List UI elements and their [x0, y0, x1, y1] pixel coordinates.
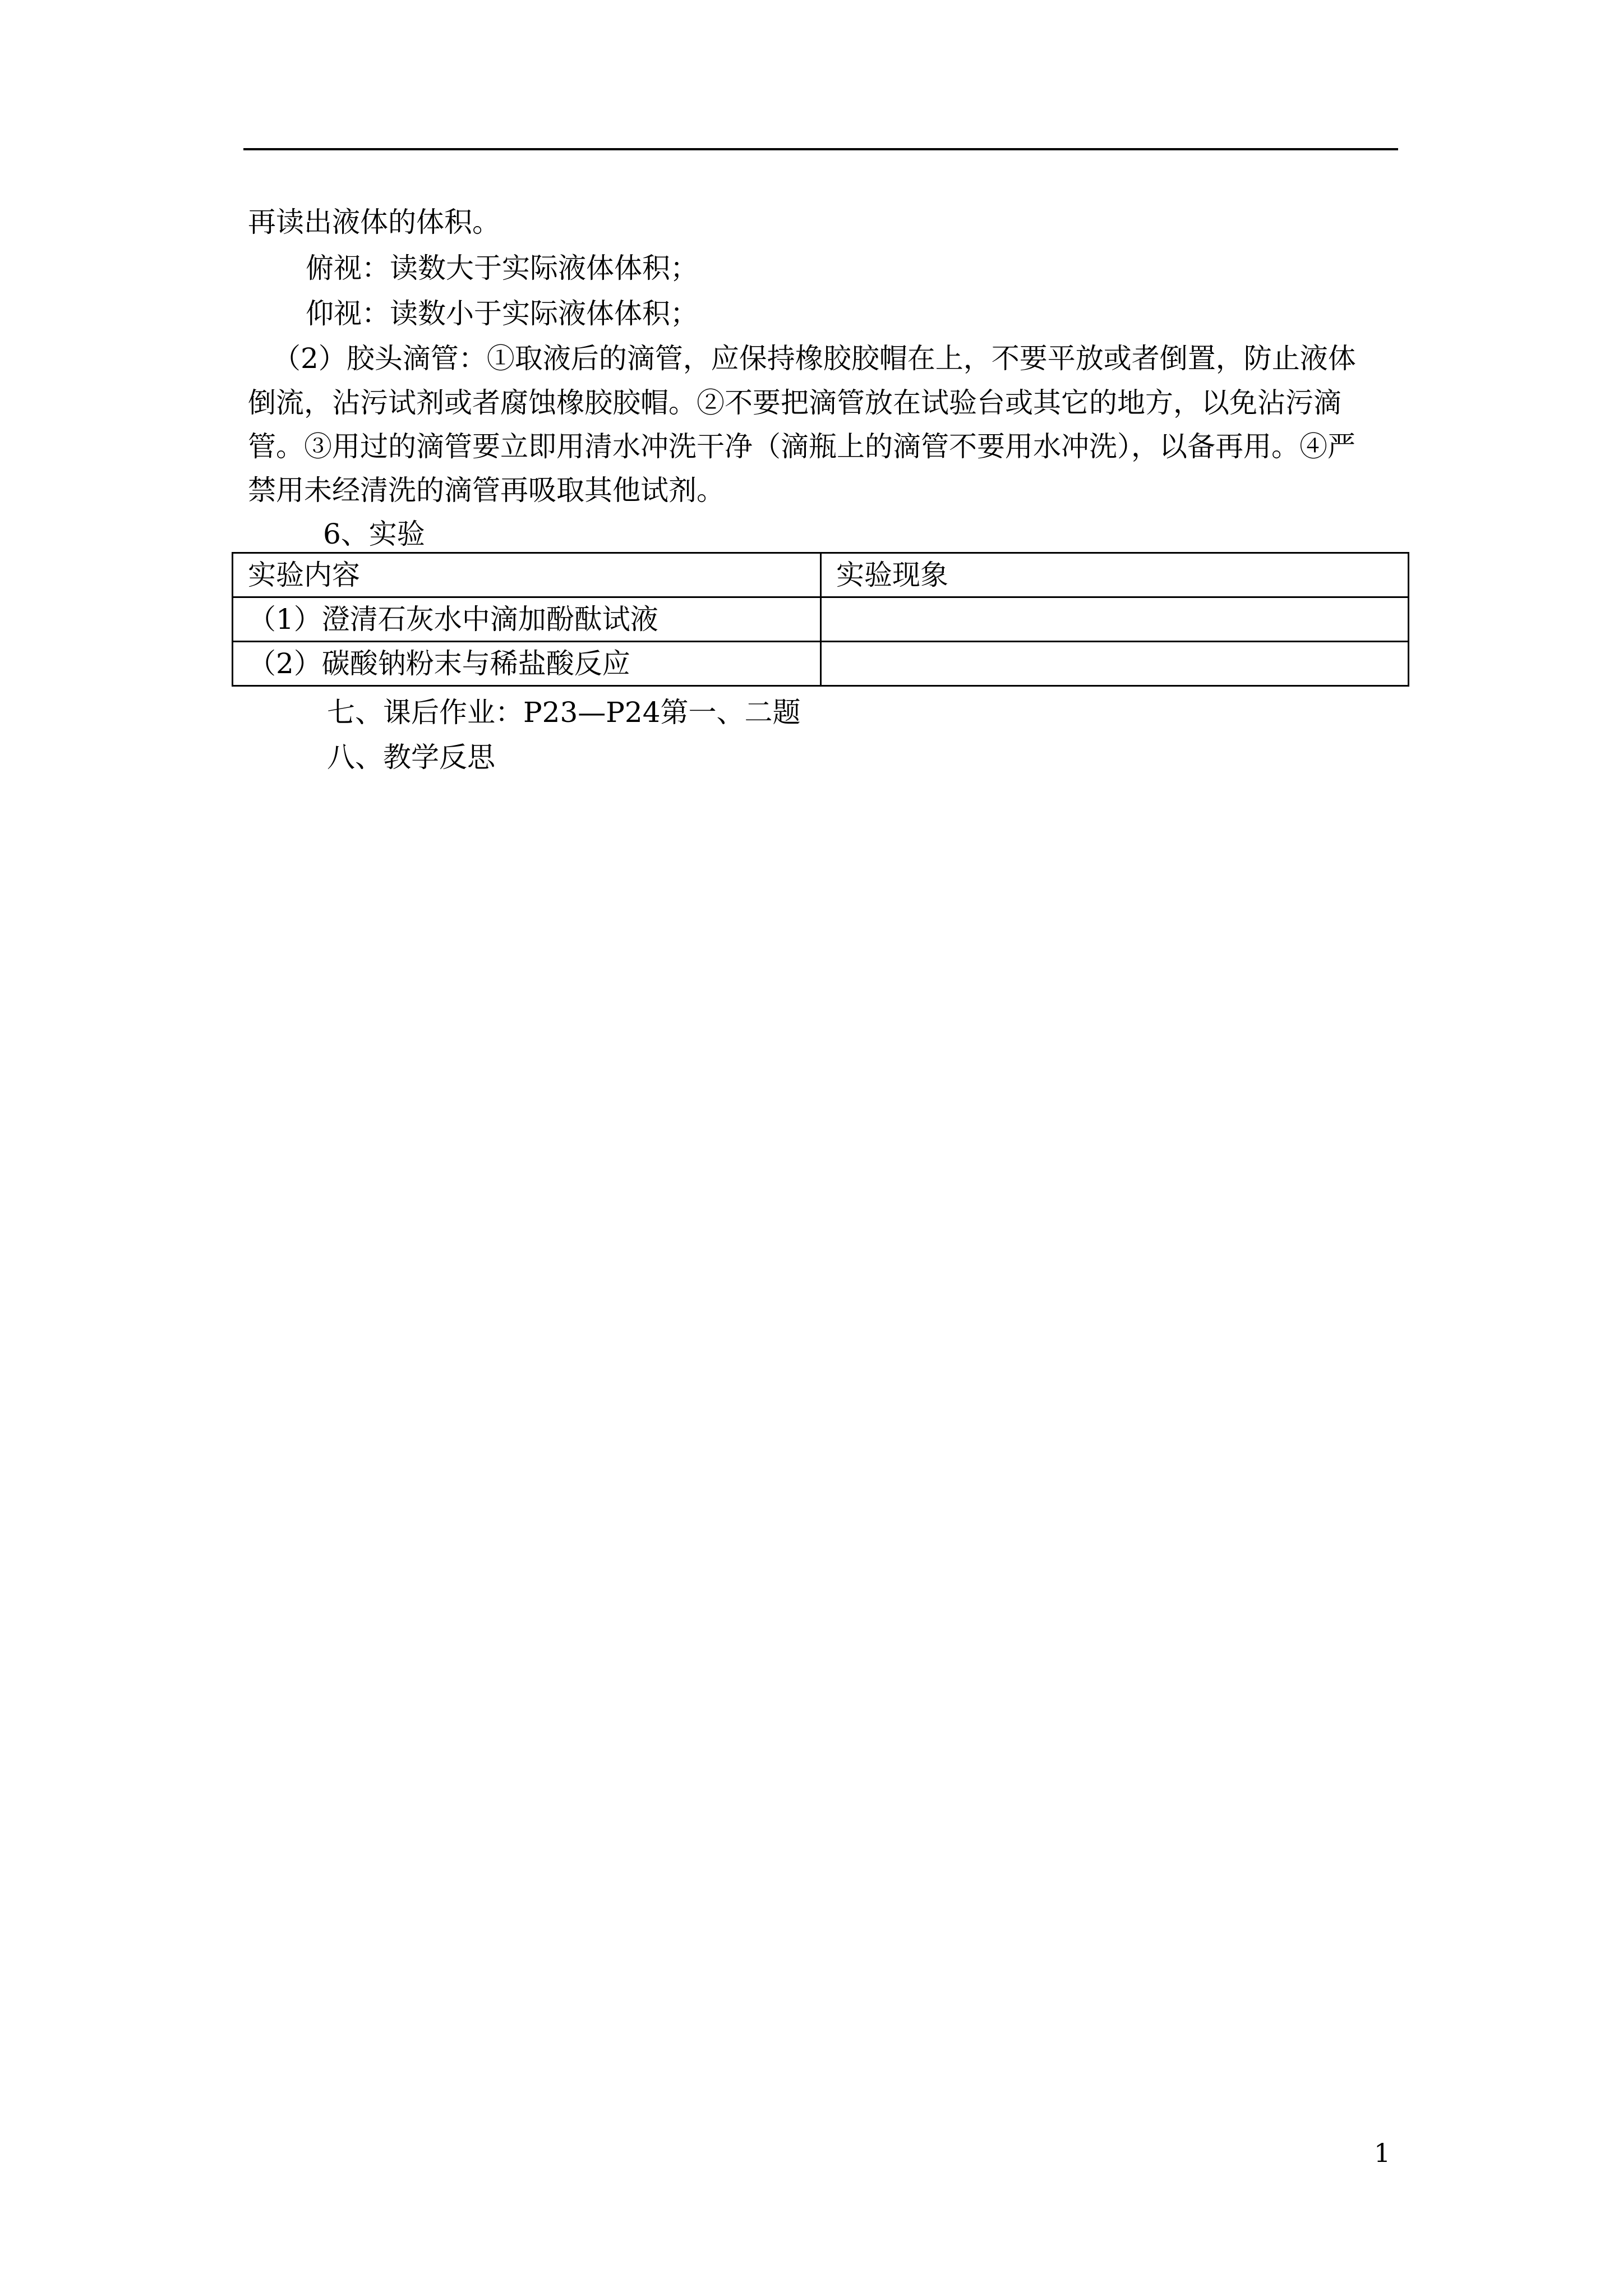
table-cell: （1）澄清石灰水中滴加酚酞试液 [233, 597, 821, 642]
paragraph-dropper-line-1: （2）胶头滴管：①取液后的滴管，应保持橡胶胶帽在上，不要平放或者倒置，防止液体 [273, 342, 1356, 375]
paragraph-dropper-line-3: 管。③用过的滴管要立即用清水冲洗干净（滴瓶上的滴管不要用水冲洗），以备再用。④严 [248, 430, 1355, 463]
table-row [233, 597, 1409, 642]
paragraph-looking-up: 仰视：读数小于实际液体体积； [306, 297, 698, 330]
homework-heading: 七、课后作业：P23—P24第一、二题 [327, 696, 801, 729]
experiment-table [232, 552, 1409, 687]
paragraph-looking-down: 俯视：读数大于实际液体体积； [306, 252, 698, 284]
table-cell: （2）碳酸钠粉末与稀盐酸反应 [233, 642, 821, 686]
table-header-phenomenon: 实验现象 [821, 553, 1409, 597]
paragraph-dropper-line-4: 禁用未经清洗的滴管再吸取其他试剂。 [248, 474, 725, 507]
table-row [233, 642, 1409, 686]
paragraph-dropper-line-2: 倒流，沾污试剂或者腐蚀橡胶胶帽。②不要把滴管放在试验台或其它的地方，以免沾污滴 [248, 386, 1341, 419]
section-heading-experiment: 6、实验 [323, 518, 425, 550]
reflection-heading: 八、教学反思 [327, 741, 495, 774]
table-header-row [233, 553, 1409, 597]
table-header-content: 实验内容 [233, 553, 821, 597]
table-cell [821, 642, 1409, 686]
paragraph-volume-reading: 再读出液体的体积。 [248, 206, 500, 238]
header-rule [243, 148, 1398, 150]
page-number: 1 [1374, 2138, 1391, 2168]
table-cell [821, 597, 1409, 642]
